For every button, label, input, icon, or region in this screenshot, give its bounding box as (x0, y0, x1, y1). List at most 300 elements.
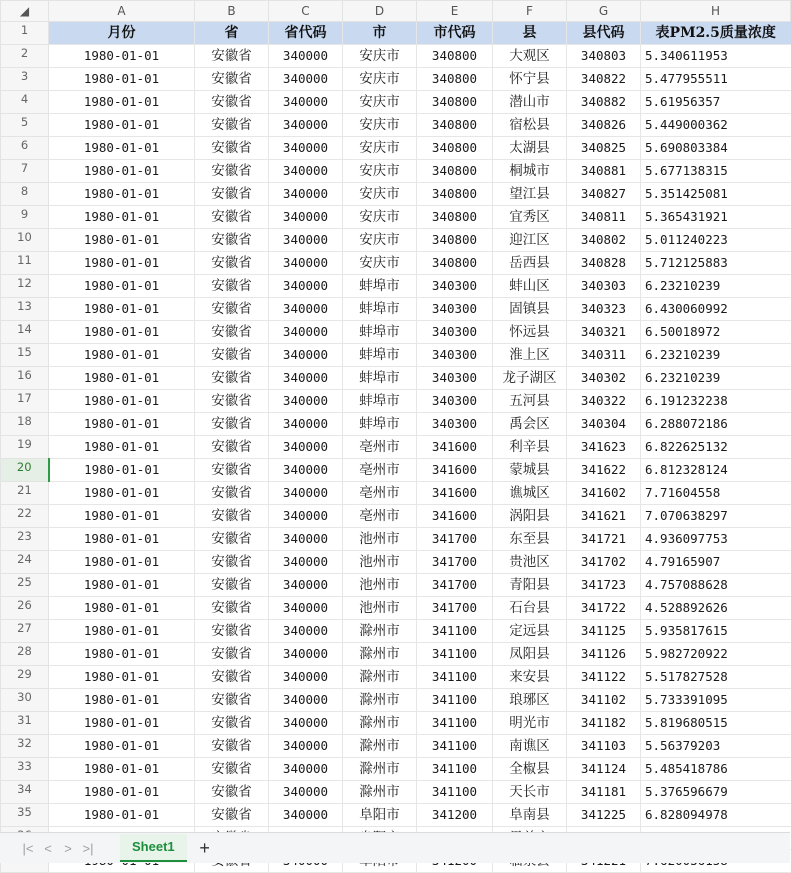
row-header[interactable]: 16 (1, 367, 49, 390)
table-cell[interactable]: 341200 (417, 804, 493, 827)
table-cell[interactable]: 来安县 (493, 666, 567, 689)
table-cell[interactable]: 1980-01-01 (49, 643, 195, 666)
row-header[interactable]: 3 (1, 68, 49, 91)
row-header[interactable]: 6 (1, 137, 49, 160)
table-cell[interactable]: 340000 (269, 160, 343, 183)
table-cell[interactable]: 1980-01-01 (49, 344, 195, 367)
table-cell[interactable]: 安庆市 (343, 252, 417, 275)
table-cell[interactable]: 340000 (269, 712, 343, 735)
table-cell[interactable]: 340800 (417, 160, 493, 183)
table-cell[interactable]: 1980-01-01 (49, 781, 195, 804)
table-cell[interactable]: 凤阳县 (493, 643, 567, 666)
table-cell[interactable]: 340882 (567, 91, 641, 114)
table-cell[interactable]: 341122 (567, 666, 641, 689)
table-cell[interactable]: 340000 (269, 758, 343, 781)
table-cell[interactable]: 341700 (417, 551, 493, 574)
table-cell[interactable]: 340323 (567, 298, 641, 321)
table-cell[interactable]: 蚌埠市 (343, 298, 417, 321)
table-cell[interactable]: 341182 (567, 712, 641, 735)
last-sheet-icon[interactable]: >| (82, 840, 94, 856)
table-cell[interactable]: 1980-01-01 (49, 758, 195, 781)
table-cell[interactable]: 340826 (567, 114, 641, 137)
table-cell[interactable]: 341602 (567, 482, 641, 505)
column-title-cell[interactable]: 县 (493, 22, 567, 45)
table-cell[interactable]: 5.819680515 (641, 712, 791, 735)
table-cell[interactable]: 1980-01-01 (49, 620, 195, 643)
table-cell[interactable]: 340300 (417, 298, 493, 321)
table-cell[interactable]: 安徽省 (195, 666, 269, 689)
table-cell[interactable]: 安徽省 (195, 804, 269, 827)
table-cell[interactable]: 1980-01-01 (49, 160, 195, 183)
table-cell[interactable]: 341700 (417, 528, 493, 551)
table-cell[interactable]: 蚌埠市 (343, 367, 417, 390)
table-cell[interactable]: 341225 (567, 804, 641, 827)
table-cell[interactable]: 安徽省 (195, 413, 269, 436)
table-cell[interactable]: 1980-01-01 (49, 275, 195, 298)
table-cell[interactable]: 蚌埠市 (343, 321, 417, 344)
row-header[interactable]: 23 (1, 528, 49, 551)
table-cell[interactable]: 341722 (567, 597, 641, 620)
table-cell[interactable]: 341100 (417, 781, 493, 804)
table-cell[interactable]: 4.757088628 (641, 574, 791, 597)
table-cell[interactable]: 安徽省 (195, 505, 269, 528)
table-cell[interactable]: 340000 (269, 804, 343, 827)
table-cell[interactable]: 340000 (269, 45, 343, 68)
row-header[interactable]: 5 (1, 114, 49, 137)
table-cell[interactable]: 1980-01-01 (49, 482, 195, 505)
table-cell[interactable]: 5.56379203 (641, 735, 791, 758)
table-cell[interactable]: 340304 (567, 413, 641, 436)
table-cell[interactable]: 5.733391095 (641, 689, 791, 712)
table-cell[interactable]: 341126 (567, 643, 641, 666)
table-cell[interactable]: 340822 (567, 68, 641, 91)
table-cell[interactable]: 340303 (567, 275, 641, 298)
table-cell[interactable]: 安徽省 (195, 528, 269, 551)
table-cell[interactable]: 340000 (269, 344, 343, 367)
table-cell[interactable]: 341102 (567, 689, 641, 712)
table-cell[interactable]: 341600 (417, 505, 493, 528)
table-cell[interactable]: 1980-01-01 (49, 574, 195, 597)
row-header[interactable]: 26 (1, 597, 49, 620)
table-cell[interactable]: 安徽省 (195, 758, 269, 781)
row-header[interactable]: 30 (1, 689, 49, 712)
table-cell[interactable]: 1980-01-01 (49, 114, 195, 137)
row-header[interactable]: 20 (1, 459, 49, 482)
table-cell[interactable]: 安徽省 (195, 367, 269, 390)
table-cell[interactable]: 安徽省 (195, 229, 269, 252)
table-cell[interactable]: 340000 (269, 321, 343, 344)
column-title-cell[interactable]: 表PM2.5质量浓度 (641, 22, 791, 45)
table-cell[interactable]: 6.828094978 (641, 804, 791, 827)
table-cell[interactable]: 安徽省 (195, 597, 269, 620)
table-cell[interactable]: 5.340611953 (641, 45, 791, 68)
table-cell[interactable]: 阜南县 (493, 804, 567, 827)
table-cell[interactable]: 滁州市 (343, 643, 417, 666)
table-cell[interactable]: 6.430060992 (641, 298, 791, 321)
table-cell[interactable]: 固镇县 (493, 298, 567, 321)
table-cell[interactable]: 340000 (269, 436, 343, 459)
table-cell[interactable]: 蚌山区 (493, 275, 567, 298)
row-header[interactable]: 34 (1, 781, 49, 804)
row-header[interactable]: 33 (1, 758, 49, 781)
table-cell[interactable]: 安徽省 (195, 436, 269, 459)
table-cell[interactable]: 340000 (269, 505, 343, 528)
table-cell[interactable]: 池州市 (343, 574, 417, 597)
row-header[interactable]: 21 (1, 482, 49, 505)
table-cell[interactable]: 340311 (567, 344, 641, 367)
table-cell[interactable]: 341100 (417, 758, 493, 781)
row-header[interactable]: 9 (1, 206, 49, 229)
table-cell[interactable]: 蚌埠市 (343, 275, 417, 298)
table-cell[interactable]: 5.365431921 (641, 206, 791, 229)
table-cell[interactable]: 安徽省 (195, 735, 269, 758)
table-cell[interactable]: 安徽省 (195, 551, 269, 574)
table-cell[interactable]: 亳州市 (343, 459, 417, 482)
table-cell[interactable]: 340300 (417, 390, 493, 413)
table-cell[interactable]: 340300 (417, 321, 493, 344)
table-cell[interactable]: 1980-01-01 (49, 689, 195, 712)
table-cell[interactable]: 340000 (269, 597, 343, 620)
table-cell[interactable]: 340803 (567, 45, 641, 68)
row-header[interactable]: 19 (1, 436, 49, 459)
table-cell[interactable]: 安徽省 (195, 459, 269, 482)
table-cell[interactable]: 4.79165907 (641, 551, 791, 574)
table-cell[interactable]: 安徽省 (195, 183, 269, 206)
table-cell[interactable]: 5.485418786 (641, 758, 791, 781)
table-cell[interactable]: 宜秀区 (493, 206, 567, 229)
table-cell[interactable]: 341622 (567, 459, 641, 482)
table-cell[interactable]: 阜阳市 (343, 804, 417, 827)
table-cell[interactable]: 341600 (417, 482, 493, 505)
table-cell[interactable]: 岳西县 (493, 252, 567, 275)
table-cell[interactable]: 安庆市 (343, 183, 417, 206)
table-cell[interactable]: 安庆市 (343, 229, 417, 252)
table-cell[interactable]: 池州市 (343, 551, 417, 574)
table-cell[interactable]: 桐城市 (493, 160, 567, 183)
table-cell[interactable]: 340000 (269, 689, 343, 712)
column-header[interactable]: A (49, 1, 195, 22)
table-cell[interactable]: 5.712125883 (641, 252, 791, 275)
select-all-corner[interactable]: ◢ (1, 1, 49, 22)
table-cell[interactable]: 341700 (417, 597, 493, 620)
sheet-tab-sheet1[interactable]: Sheet1 (120, 834, 187, 862)
table-cell[interactable]: 1980-01-01 (49, 459, 195, 482)
table-cell[interactable]: 340881 (567, 160, 641, 183)
table-cell[interactable]: 1980-01-01 (49, 597, 195, 620)
table-cell[interactable]: 4.936097753 (641, 528, 791, 551)
table-cell[interactable]: 南谯区 (493, 735, 567, 758)
table-cell[interactable]: 1980-01-01 (49, 390, 195, 413)
table-cell[interactable]: 安徽省 (195, 643, 269, 666)
column-title-cell[interactable]: 月份 (49, 22, 195, 45)
table-cell[interactable]: 怀远县 (493, 321, 567, 344)
table-cell[interactable]: 池州市 (343, 528, 417, 551)
table-cell[interactable]: 341623 (567, 436, 641, 459)
table-cell[interactable]: 341100 (417, 689, 493, 712)
table-cell[interactable]: 太湖县 (493, 137, 567, 160)
table-cell[interactable]: 340000 (269, 551, 343, 574)
table-cell[interactable]: 1980-01-01 (49, 436, 195, 459)
add-sheet-icon[interactable]: + (199, 837, 210, 858)
table-cell[interactable]: 1980-01-01 (49, 666, 195, 689)
table-cell[interactable]: 安庆市 (343, 206, 417, 229)
table-cell[interactable]: 安徽省 (195, 574, 269, 597)
row-header[interactable]: 11 (1, 252, 49, 275)
table-cell[interactable]: 东至县 (493, 528, 567, 551)
table-cell[interactable]: 安徽省 (195, 781, 269, 804)
table-cell[interactable]: 340802 (567, 229, 641, 252)
row-header[interactable]: 1 (1, 22, 49, 45)
table-cell[interactable]: 340825 (567, 137, 641, 160)
table-cell[interactable]: 5.982720922 (641, 643, 791, 666)
row-header[interactable]: 17 (1, 390, 49, 413)
table-cell[interactable]: 6.50018972 (641, 321, 791, 344)
column-header[interactable]: H (641, 1, 791, 22)
next-sheet-icon[interactable]: > (64, 840, 72, 856)
table-cell[interactable]: 4.528892626 (641, 597, 791, 620)
table-cell[interactable]: 1980-01-01 (49, 804, 195, 827)
table-cell[interactable]: 340000 (269, 735, 343, 758)
table-cell[interactable]: 安徽省 (195, 137, 269, 160)
table-cell[interactable]: 滁州市 (343, 758, 417, 781)
row-header[interactable]: 2 (1, 45, 49, 68)
table-cell[interactable]: 1980-01-01 (49, 137, 195, 160)
table-cell[interactable]: 340000 (269, 367, 343, 390)
table-cell[interactable]: 340800 (417, 114, 493, 137)
row-header[interactable]: 27 (1, 620, 49, 643)
table-cell[interactable]: 6.23210239 (641, 367, 791, 390)
table-cell[interactable]: 340800 (417, 45, 493, 68)
table-cell[interactable]: 5.61956357 (641, 91, 791, 114)
table-cell[interactable]: 341125 (567, 620, 641, 643)
table-cell[interactable]: 安庆市 (343, 45, 417, 68)
row-header[interactable]: 28 (1, 643, 49, 666)
table-cell[interactable]: 1980-01-01 (49, 252, 195, 275)
row-header[interactable]: 22 (1, 505, 49, 528)
row-header[interactable]: 24 (1, 551, 49, 574)
table-cell[interactable]: 341600 (417, 436, 493, 459)
column-header[interactable]: C (269, 1, 343, 22)
column-title-cell[interactable]: 市 (343, 22, 417, 45)
table-cell[interactable]: 340000 (269, 781, 343, 804)
table-cell[interactable]: 5.351425081 (641, 183, 791, 206)
table-cell[interactable]: 5.690803384 (641, 137, 791, 160)
table-cell[interactable]: 341100 (417, 643, 493, 666)
row-header[interactable]: 10 (1, 229, 49, 252)
table-cell[interactable]: 5.376596679 (641, 781, 791, 804)
table-cell[interactable]: 340000 (269, 252, 343, 275)
table-cell[interactable]: 340000 (269, 666, 343, 689)
table-cell[interactable]: 340300 (417, 367, 493, 390)
table-cell[interactable]: 340800 (417, 252, 493, 275)
table-cell[interactable]: 340321 (567, 321, 641, 344)
table-cell[interactable]: 安徽省 (195, 482, 269, 505)
table-cell[interactable]: 340300 (417, 275, 493, 298)
table-cell[interactable]: 淮上区 (493, 344, 567, 367)
table-cell[interactable]: 7.070638297 (641, 505, 791, 528)
table-cell[interactable]: 安徽省 (195, 252, 269, 275)
table-cell[interactable]: 5.935817615 (641, 620, 791, 643)
table-cell[interactable]: 341100 (417, 620, 493, 643)
table-cell[interactable]: 341700 (417, 574, 493, 597)
table-cell[interactable]: 安徽省 (195, 91, 269, 114)
table-cell[interactable]: 安庆市 (343, 137, 417, 160)
table-cell[interactable]: 蚌埠市 (343, 344, 417, 367)
table-cell[interactable]: 安徽省 (195, 344, 269, 367)
table-cell[interactable]: 340800 (417, 229, 493, 252)
column-header[interactable]: E (417, 1, 493, 22)
table-cell[interactable]: 安徽省 (195, 160, 269, 183)
table-cell[interactable]: 迎江区 (493, 229, 567, 252)
table-cell[interactable]: 1980-01-01 (49, 505, 195, 528)
table-cell[interactable]: 340000 (269, 68, 343, 91)
table-cell[interactable]: 1980-01-01 (49, 229, 195, 252)
table-cell[interactable]: 5.477955511 (641, 68, 791, 91)
table-cell[interactable]: 安徽省 (195, 712, 269, 735)
table-cell[interactable]: 滁州市 (343, 781, 417, 804)
table-cell[interactable]: 贵池区 (493, 551, 567, 574)
table-cell[interactable]: 滁州市 (343, 620, 417, 643)
table-cell[interactable]: 341600 (417, 459, 493, 482)
table-cell[interactable]: 1980-01-01 (49, 206, 195, 229)
table-cell[interactable]: 340828 (567, 252, 641, 275)
table-cell[interactable]: 1980-01-01 (49, 298, 195, 321)
table-cell[interactable]: 蚌埠市 (343, 390, 417, 413)
row-header[interactable]: 35 (1, 804, 49, 827)
table-cell[interactable]: 亳州市 (343, 482, 417, 505)
table-cell[interactable]: 安徽省 (195, 390, 269, 413)
table-cell[interactable]: 340800 (417, 137, 493, 160)
table-cell[interactable]: 大观区 (493, 45, 567, 68)
table-cell[interactable]: 亳州市 (343, 505, 417, 528)
table-cell[interactable]: 340000 (269, 643, 343, 666)
table-cell[interactable]: 341100 (417, 712, 493, 735)
table-cell[interactable]: 1980-01-01 (49, 68, 195, 91)
table-cell[interactable]: 341181 (567, 781, 641, 804)
table-cell[interactable]: 池州市 (343, 597, 417, 620)
table-cell[interactable]: 蒙城县 (493, 459, 567, 482)
table-cell[interactable]: 潜山市 (493, 91, 567, 114)
table-cell[interactable]: 340000 (269, 206, 343, 229)
row-header[interactable]: 18 (1, 413, 49, 436)
table-cell[interactable]: 341621 (567, 505, 641, 528)
table-cell[interactable]: 亳州市 (343, 436, 417, 459)
table-cell[interactable]: 5.517827528 (641, 666, 791, 689)
table-cell[interactable]: 341103 (567, 735, 641, 758)
table-cell[interactable]: 禹会区 (493, 413, 567, 436)
table-cell[interactable]: 340000 (269, 574, 343, 597)
table-cell[interactable]: 安庆市 (343, 114, 417, 137)
table-cell[interactable]: 340800 (417, 68, 493, 91)
table-cell[interactable]: 宿松县 (493, 114, 567, 137)
table-cell[interactable]: 340000 (269, 229, 343, 252)
table-cell[interactable]: 利辛县 (493, 436, 567, 459)
table-cell[interactable]: 340302 (567, 367, 641, 390)
column-header[interactable]: G (567, 1, 641, 22)
table-cell[interactable]: 1980-01-01 (49, 528, 195, 551)
table-cell[interactable]: 安徽省 (195, 275, 269, 298)
column-header[interactable]: B (195, 1, 269, 22)
table-cell[interactable]: 安徽省 (195, 45, 269, 68)
table-cell[interactable]: 怀宁县 (493, 68, 567, 91)
table-cell[interactable]: 滁州市 (343, 666, 417, 689)
table-cell[interactable]: 340800 (417, 91, 493, 114)
table-cell[interactable]: 340322 (567, 390, 641, 413)
table-cell[interactable]: 340000 (269, 298, 343, 321)
row-header[interactable]: 31 (1, 712, 49, 735)
table-cell[interactable]: 望江县 (493, 183, 567, 206)
table-cell[interactable]: 全椒县 (493, 758, 567, 781)
table-cell[interactable]: 340000 (269, 459, 343, 482)
table-cell[interactable]: 341723 (567, 574, 641, 597)
table-cell[interactable]: 1980-01-01 (49, 321, 195, 344)
table-cell[interactable]: 340000 (269, 275, 343, 298)
table-cell[interactable]: 6.191232238 (641, 390, 791, 413)
column-header[interactable]: F (493, 1, 567, 22)
row-header[interactable]: 29 (1, 666, 49, 689)
table-cell[interactable]: 龙子湖区 (493, 367, 567, 390)
table-cell[interactable]: 青阳县 (493, 574, 567, 597)
column-header[interactable]: D (343, 1, 417, 22)
column-title-cell[interactable]: 市代码 (417, 22, 493, 45)
column-title-cell[interactable]: 县代码 (567, 22, 641, 45)
table-cell[interactable]: 安徽省 (195, 321, 269, 344)
table-cell[interactable]: 明光市 (493, 712, 567, 735)
table-cell[interactable]: 340000 (269, 528, 343, 551)
row-header[interactable]: 13 (1, 298, 49, 321)
table-cell[interactable]: 340000 (269, 91, 343, 114)
table-cell[interactable]: 滁州市 (343, 689, 417, 712)
table-cell[interactable]: 340811 (567, 206, 641, 229)
row-header[interactable]: 12 (1, 275, 49, 298)
table-cell[interactable]: 6.822625132 (641, 436, 791, 459)
row-header[interactable]: 7 (1, 160, 49, 183)
table-cell[interactable]: 340300 (417, 413, 493, 436)
table-cell[interactable]: 琅琊区 (493, 689, 567, 712)
table-cell[interactable]: 1980-01-01 (49, 367, 195, 390)
table-cell[interactable]: 7.71604558 (641, 482, 791, 505)
table-cell[interactable]: 5.677138315 (641, 160, 791, 183)
table-cell[interactable]: 滁州市 (343, 712, 417, 735)
table-cell[interactable]: 涡阳县 (493, 505, 567, 528)
table-cell[interactable]: 蚌埠市 (343, 413, 417, 436)
row-header[interactable]: 8 (1, 183, 49, 206)
table-cell[interactable]: 6.288072186 (641, 413, 791, 436)
row-header[interactable]: 15 (1, 344, 49, 367)
prev-sheet-icon[interactable]: < (44, 840, 52, 856)
table-cell[interactable]: 安庆市 (343, 91, 417, 114)
table-cell[interactable]: 340800 (417, 183, 493, 206)
table-cell[interactable]: 石台县 (493, 597, 567, 620)
table-cell[interactable]: 滁州市 (343, 735, 417, 758)
table-cell[interactable]: 340000 (269, 413, 343, 436)
table-cell[interactable]: 安徽省 (195, 114, 269, 137)
table-cell[interactable]: 341100 (417, 666, 493, 689)
table-cell[interactable]: 1980-01-01 (49, 712, 195, 735)
table-cell[interactable]: 1980-01-01 (49, 45, 195, 68)
table-cell[interactable]: 341721 (567, 528, 641, 551)
first-sheet-icon[interactable]: |< (22, 840, 34, 856)
table-cell[interactable]: 1980-01-01 (49, 183, 195, 206)
table-cell[interactable]: 340000 (269, 482, 343, 505)
table-cell[interactable]: 6.23210239 (641, 344, 791, 367)
table-cell[interactable]: 340000 (269, 114, 343, 137)
table-cell[interactable]: 6.812328124 (641, 459, 791, 482)
table-cell[interactable]: 谯城区 (493, 482, 567, 505)
table-cell[interactable]: 341124 (567, 758, 641, 781)
column-title-cell[interactable]: 省 (195, 22, 269, 45)
table-cell[interactable]: 340800 (417, 206, 493, 229)
